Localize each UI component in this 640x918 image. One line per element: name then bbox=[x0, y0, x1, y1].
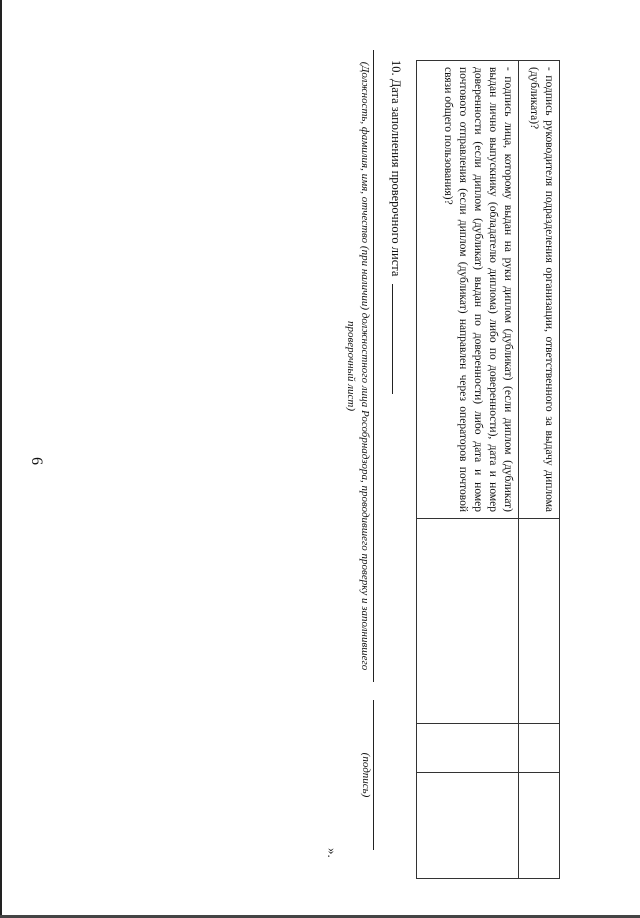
signature-line[interactable] bbox=[373, 700, 374, 850]
official-position-line[interactable] bbox=[373, 50, 374, 682]
answer-cell bbox=[519, 519, 560, 724]
checklist-table bbox=[416, 60, 560, 879]
note-cell bbox=[519, 773, 560, 879]
closing-quote-mark: ». bbox=[325, 848, 340, 858]
table-row bbox=[417, 61, 519, 879]
question-cell: - подпись руководителя подразделения организации, ответственного за выдачу диплома (дубликата)? bbox=[519, 61, 560, 519]
signature-caption: (подпись) bbox=[360, 752, 372, 798]
question-cell: - подпись лица, которому выдан на руки диплом (дубликат) (если диплом (дубликат) выдан лично выпускнику (обладателю диплома) либо по доверенности), дата и номер доверенности (если диплом (дубликат) выдан по доверенности) либо дата и номер почтового отправления (если диплом (дубликат) направлен через операторов почтовой связи общего пользования)? bbox=[417, 61, 519, 519]
table-row bbox=[519, 61, 560, 879]
fill-date-label: 10. Дата заполнения проверочного листа bbox=[389, 60, 403, 277]
fill-date-blank[interactable] bbox=[392, 284, 404, 394]
answer-cell bbox=[417, 724, 519, 773]
answer-cell bbox=[519, 724, 560, 773]
fill-date-row bbox=[388, 60, 404, 394]
official-position-caption: (Должность, фамилия, имя, отчество (при наличии) должностного лица Рособрнадзора, проводившего проверку и заполнившего проверочный лист) bbox=[345, 61, 371, 671]
page-number: 6 bbox=[28, 457, 45, 465]
note-cell bbox=[417, 773, 519, 879]
answer-cell bbox=[417, 519, 519, 724]
